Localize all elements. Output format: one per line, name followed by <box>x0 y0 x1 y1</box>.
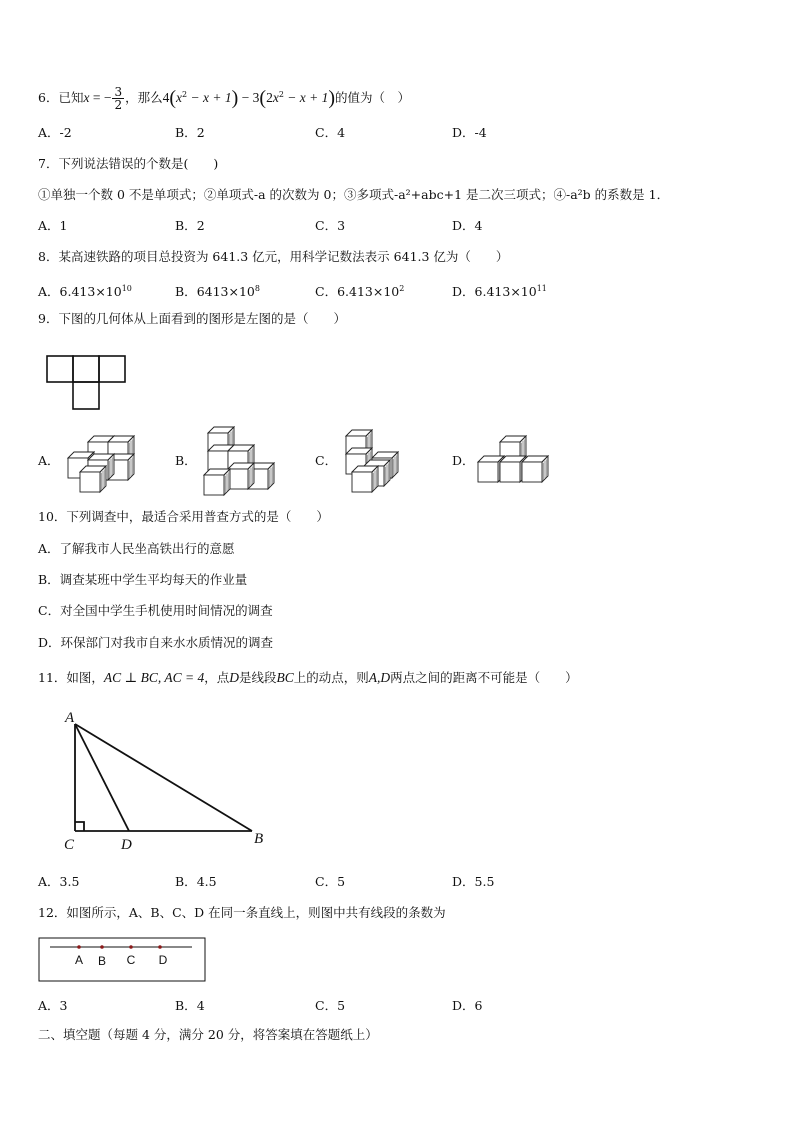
q7-option-c[interactable]: C．3 <box>315 218 346 233</box>
q11-option-b[interactable]: B．4.5 <box>175 874 217 889</box>
q11-label-b: B <box>254 831 264 847</box>
q12-point-b: B <box>97 954 107 968</box>
q9-option-a[interactable]: A． <box>38 453 60 468</box>
q6-option-b[interactable]: B．2 <box>175 125 205 140</box>
q6-stem: 6．已知x = − $\frac{3}{2}$ ，那么$4(x^2 - x + 1) - 3(2x^2 - x + 1)$的值为（ ） <box>38 85 411 112</box>
q12-stem: 12．如图所示，A、B、C、D 在同一条直线上，则图中共有线段的条数为 <box>38 905 446 920</box>
q11-triangle-figure <box>58 706 276 856</box>
q6-option-c[interactable]: C．4 <box>315 125 346 140</box>
q11-stem: 11．如图，AC ⊥ BC, AC = 4，点D是线段BC上的动点，则A,D两点之间的距离不可能是（ ） <box>38 670 578 685</box>
q11-option-c[interactable]: C．5 <box>315 874 346 889</box>
q11-label-a: A <box>65 710 75 726</box>
q12-line-figure <box>38 937 208 983</box>
q11-option-a[interactable]: A．3.5 <box>38 874 80 889</box>
q7-option-b[interactable]: B．2 <box>175 218 205 233</box>
q12-option-d[interactable]: D．6 <box>452 998 483 1013</box>
q9-option-c-figure <box>342 428 402 496</box>
q9-stem: 9．下图的几何体从上面看到的图形是左图的是（ ） <box>38 311 346 326</box>
q8-option-c[interactable]: C．$6.413\times 10^2$ <box>315 284 405 299</box>
q7-option-d[interactable]: D．4 <box>452 218 483 233</box>
q6-option-d[interactable]: D．-4 <box>452 125 487 140</box>
q10-option-c[interactable]: C．对全国中学生手机使用时间情况的调查 <box>38 603 273 618</box>
q12-point-d: D <box>158 953 168 967</box>
q12-point-c: C <box>126 953 136 967</box>
q9-option-d-figure <box>476 434 556 490</box>
q6-fraction: $\frac{3}{2}$ <box>114 85 123 112</box>
q8-option-a[interactable]: A．$6.413\times 10^{10}$ <box>38 284 132 299</box>
q10-option-b[interactable]: B．调查某班中学生平均每天的作业量 <box>38 572 248 587</box>
q7-option-a[interactable]: A．1 <box>38 218 68 233</box>
q12-point-a: A <box>74 953 84 967</box>
q11-label-d: D <box>121 837 132 853</box>
q11-option-d[interactable]: D．5.5 <box>452 874 495 889</box>
q7-stem: 7．下列说法错误的个数是( ) <box>38 156 219 171</box>
q10-stem: 10．下列调查中，最适合采用普查方式的是（ ） <box>38 509 329 524</box>
q9-option-c[interactable]: C． <box>315 453 338 468</box>
q12-option-b[interactable]: B．4 <box>175 998 205 1013</box>
q12-option-c[interactable]: C．5 <box>315 998 346 1013</box>
q9-option-b-figure <box>202 425 276 497</box>
q9-option-d[interactable]: D． <box>452 453 475 468</box>
q10-option-d[interactable]: D．环保部门对我市自来水水质情况的调查 <box>38 635 274 650</box>
section-2-title: 二、填空题（每题 4 分，满分 20 分，将答案填在答题纸上） <box>38 1027 378 1042</box>
q7-statements: ①单独一个数 0 不是单项式；②单项式-a 的次数为 0；③多项式-a²+abc+1 是二次三项式；④-a²b 的系数是 1． <box>38 187 670 202</box>
q9-top-view-figure <box>46 355 128 411</box>
q8-option-b[interactable]: B．$6413\times 10^8$ <box>175 284 260 299</box>
q8-option-d[interactable]: D．$6.413\times 10^{11}$ <box>452 284 547 299</box>
q9-option-b[interactable]: B． <box>175 453 197 468</box>
q12-option-a[interactable]: A．3 <box>38 998 68 1013</box>
q11-label-c: C <box>64 837 75 853</box>
q8-stem: 8．某高速铁路的项目总投资为 641.3 亿元，用科学记数法表示 641.3 亿为（ ） <box>38 249 509 264</box>
q6-option-a[interactable]: A．-2 <box>38 125 72 140</box>
q10-option-a[interactable]: A．了解我市人民坐高铁出行的意愿 <box>38 541 235 556</box>
q9-option-a-figure <box>66 432 138 494</box>
